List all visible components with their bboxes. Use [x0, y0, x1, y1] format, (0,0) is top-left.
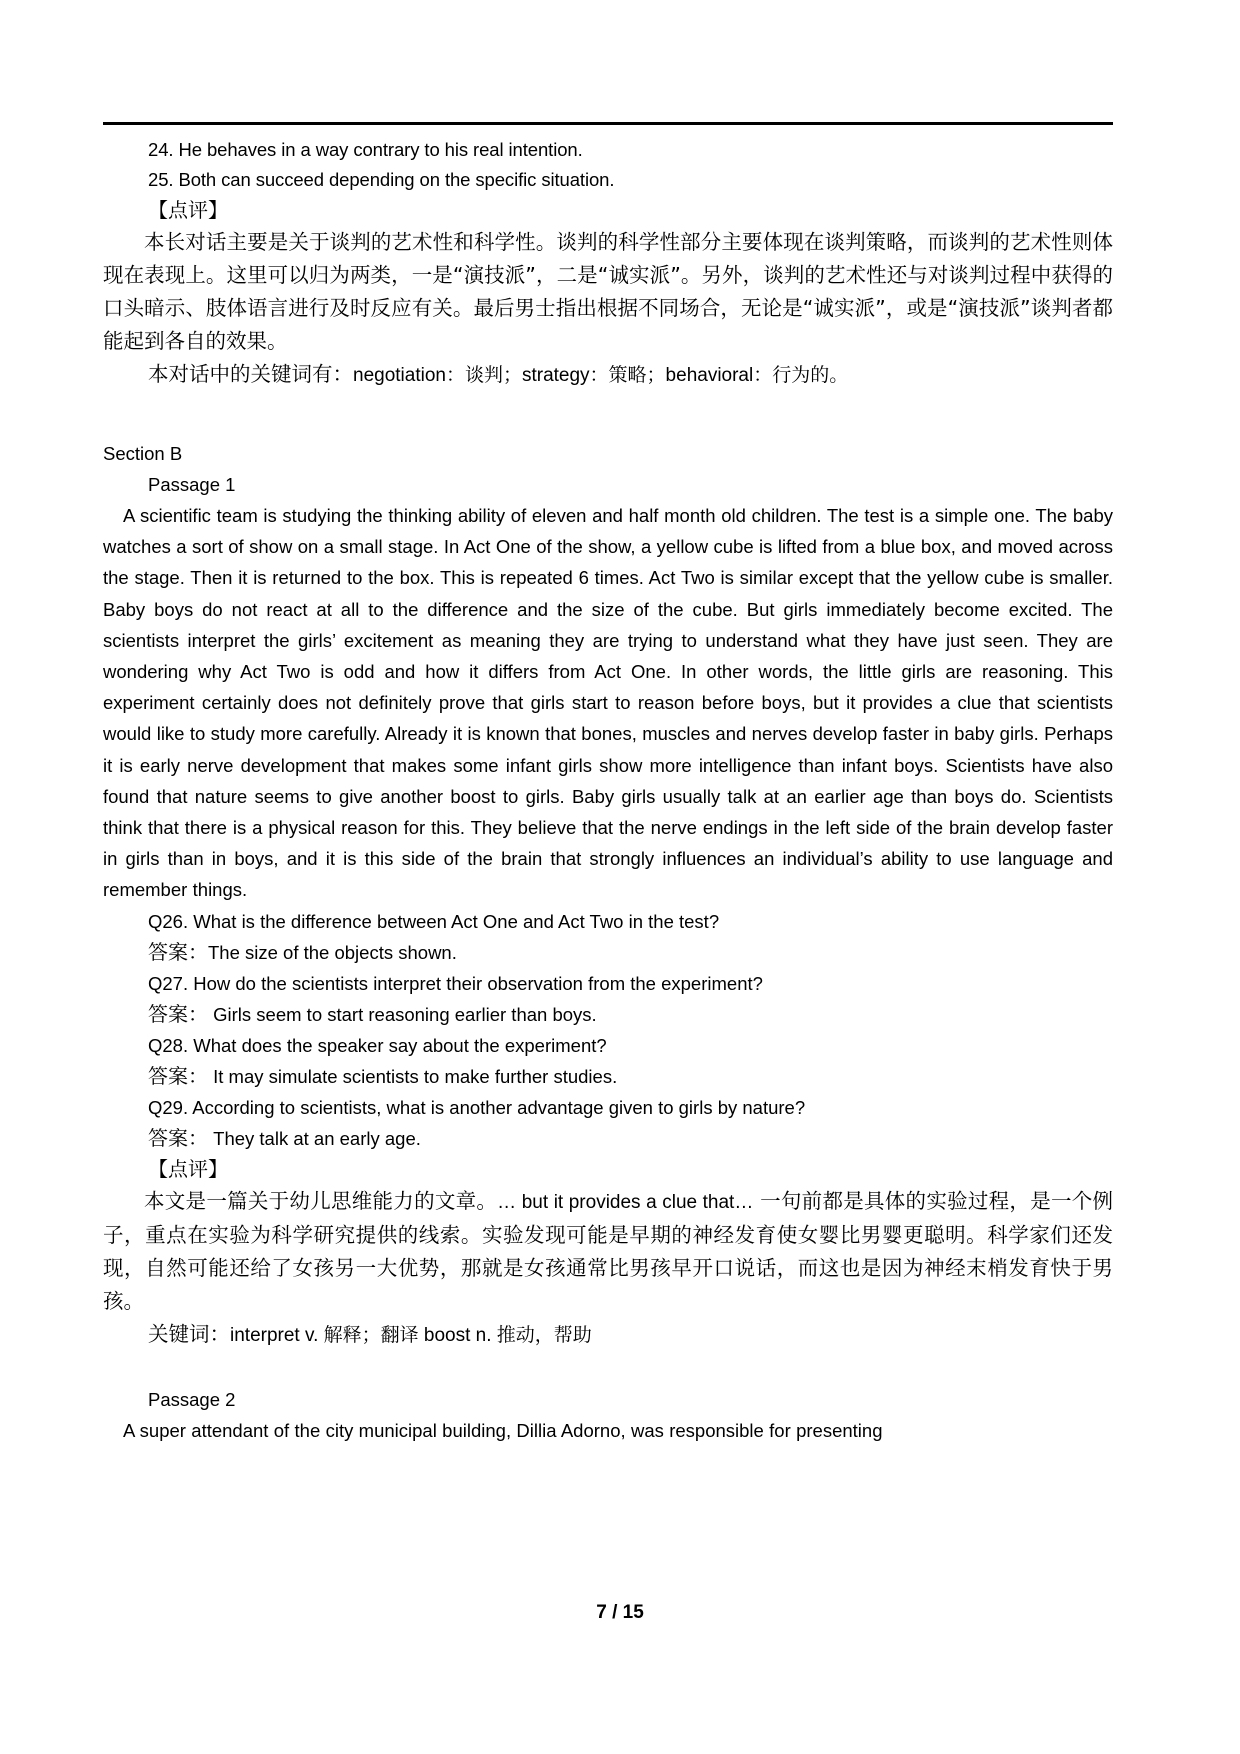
- answer-label-q28: 答案：: [148, 1063, 208, 1088]
- commentary-b-keywords-body: interpret v. 解释；翻译 boost n. 推动，帮助: [230, 1324, 592, 1346]
- commentary-b-heading: 【点评】: [148, 1156, 228, 1181]
- passage-2-body: A super attendant of the city municipal building, Dillia Adorno, was responsible for presenting: [123, 1419, 883, 1441]
- answer-q29: [148, 1123, 1113, 1154]
- commentary-b-keywords: [103, 1318, 1113, 1352]
- answer-q26: [148, 937, 1113, 968]
- passage-2-label: Passage 2: [148, 1388, 236, 1410]
- answer-text-q28: It may simulate scientists to make further studies.: [208, 1065, 618, 1087]
- passage-1-label: Passage 1: [148, 474, 236, 495]
- answer-label-q26: 答案：: [148, 939, 208, 964]
- commentary-b-keywords-prefix: 关键词：: [148, 1321, 230, 1346]
- page-content: [103, 122, 1113, 1446]
- question-q27: Q27. How do the scientists interpret their observation from the experiment?: [148, 972, 763, 994]
- question-q26: Q26. What is the difference between Act One and Act Two in the test?: [148, 910, 720, 932]
- header-rule: [103, 122, 1113, 125]
- section-b-label: Section B: [103, 443, 183, 464]
- commentary-b-part1: 本文是一篇关于幼儿思维能力的文章。: [144, 1188, 498, 1213]
- answer-q28: [148, 1061, 1113, 1092]
- commentary-a-keywords-body: negotiation：谈判；strategy：策略；behavioral：行为的。: [353, 365, 849, 386]
- commentary-a-keywords-prefix: 本对话中的关键词有：: [148, 362, 353, 386]
- question-q28: Q28. What does the speaker say about the experiment?: [148, 1034, 607, 1056]
- answer-text-q29: They talk at an early age.: [208, 1127, 421, 1149]
- answer-label-q27: 答案：: [148, 1001, 208, 1026]
- listening-answer-25: 25. Both can succeed depending on the specific situation.: [148, 169, 615, 190]
- spacer-before-passage-2: [103, 1352, 1113, 1384]
- answer-label-q29: 答案：: [148, 1125, 208, 1150]
- commentary-a-paragraph: 本长对话主要是关于谈判的艺术性和科学性。谈判的科学性部分主要体现在谈判策略，而谈判的艺术性则体现在表现上。这里可以归为两类，一是“演技派”，二是“诚实派”。另外，谈判的艺术性还与对谈判过程中获得的口头暗示、肢体语言进行及时反应有关。最后男士指出根据不同场合，无论是“诚实派”，或是“演技派”谈判者都能起到各自的效果。: [103, 230, 1113, 353]
- question-q29: Q29. According to scientists, what is another advantage given to girls by nature?: [148, 1096, 806, 1118]
- listening-answer-24: 24. He behaves in a way contrary to his real intention.: [148, 139, 583, 160]
- commentary-a-keywords: [103, 358, 1113, 392]
- answer-text-q26: The size of the objects shown.: [208, 941, 457, 963]
- commentary-a-heading: 【点评】: [148, 198, 228, 222]
- spacer-before-section-b: [103, 392, 1113, 438]
- answer-q27: [148, 999, 1113, 1030]
- passage-1-body: A scientific team is studying the thinking ability of eleven and half month old children. The test is a simple one. The baby watches a sort of show on a small stage. In Act One of the show, a yellow cube is lifted from a blue box, and moved across the stage. Then it is returned to the box. This is repeated 6 times. Act Two is similar except that the yellow cube is smaller. Baby boys do not react at all to the difference and the size of the cube. But girls immediately become excited. The scientists interpret the girls’ excitement as meaning they are trying to understand what they have just seen. They are wondering why Act Two is odd and how it differs from Act One. In other words, the little girls are reasoning. This experiment certainly does not definitely prove that girls start to reason before boys, but it provides a clue that scientists would like to study more carefully. Already it is known that bones, muscles and nerves develop faster in baby girls. Perhaps it is early nerve development that makes some infant girls show more intelligence than infant boys. Scientists have also found that nature seems to give another boost to girls. Baby girls usually talk at an earlier age than boys do. Scientists think that there is a physical reason for this. They believe that the nerve endings in the left side of the brain develop faster in girls than in boys, and it is this side of the brain that strongly influences an individual’s ability to use language and remember things.: [103, 505, 1113, 901]
- commentary-b-quote: … but it provides a clue that…: [497, 1191, 754, 1213]
- answer-text-q27: Girls seem to start reasoning earlier than boys.: [208, 1003, 597, 1025]
- page-number: 7 / 15: [596, 1602, 644, 1623]
- commentary-b-part2: 一句前都是具体的实验过程，是一个例子，重点在实验为科学研究提供的线索。实验发现可能是早期的神经发育使女婴比男婴更聪明。科学家们还发现，自然可能还给了女孩另一大优势，那就是女孩通常比男孩早开口说话，而这也是因为神经末梢发育快于男孩。: [103, 1188, 1114, 1313]
- commentary-b-paragraph: [103, 1185, 1113, 1318]
